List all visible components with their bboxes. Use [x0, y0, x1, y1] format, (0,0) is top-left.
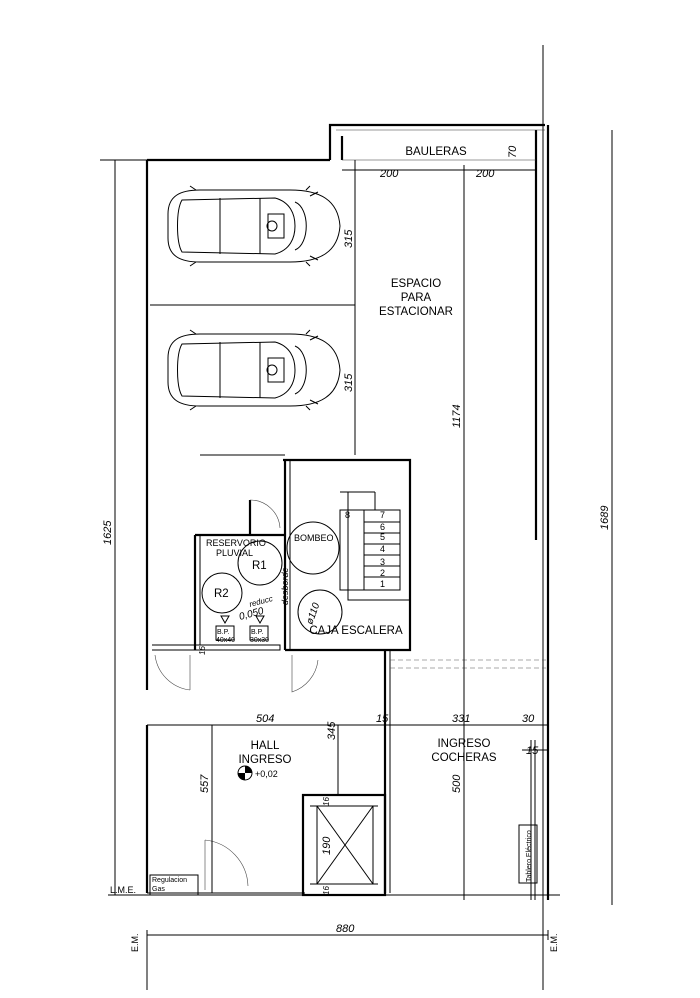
dim-elevator: 190 [321, 836, 333, 855]
level-marker-icon [238, 766, 252, 780]
hall-label-2: INGRESO [238, 754, 292, 766]
dim-elev-top: 16 [322, 797, 331, 806]
dim-30: 30 [522, 713, 535, 725]
espacio-label-1: ESPACIO [390, 278, 442, 290]
hall-label-1: HALL [250, 740, 280, 752]
dim-cochera-depth: 500 [451, 774, 463, 793]
stair-step-8: 8 [345, 510, 351, 520]
dim-parking-1: 315 [343, 229, 355, 248]
stair-step-2: 2 [380, 568, 386, 578]
bombeo-label: BOMBEO [294, 533, 334, 543]
dim-overall-width: 880 [336, 923, 355, 935]
ingreso-label-1: INGRESO [437, 738, 491, 750]
dim-parking-2: 315 [343, 373, 355, 392]
stair-step-5: 5 [380, 532, 386, 542]
dim-bauleras-depth: 70 [507, 145, 519, 158]
bp-a-size: 40x40 [216, 637, 236, 644]
dim-bauleras-w2: 200 [476, 168, 495, 180]
dim-left-depth: 1625 [102, 520, 114, 545]
dim-elev-bot: 16 [322, 886, 331, 895]
stair-step-6: 6 [380, 522, 386, 532]
core-walls [152, 455, 410, 650]
caja-escalera-label: CAJA ESCALERA [309, 625, 403, 637]
stair-step-4: 4 [380, 544, 386, 554]
ingreso-label-2: COCHERAS [431, 752, 497, 764]
em-right-label: E.M. [549, 933, 559, 952]
stair-step-3: 3 [380, 557, 386, 567]
bp-b-label: B.P. [251, 629, 264, 636]
lme-label: L.M.E. [110, 885, 137, 895]
desborde-note: desborde [280, 567, 290, 605]
bp-a-label: B.P. [217, 629, 230, 636]
dim-15b: 15 [526, 745, 539, 757]
door-swings [155, 500, 318, 890]
elevator [303, 795, 385, 895]
dim-door-16: 16 [198, 646, 207, 655]
level-label: +0,02 [255, 769, 278, 779]
dim-hall-width: 504 [256, 713, 275, 725]
dim-345: 345 [326, 721, 338, 740]
dim-bauleras-w1: 200 [380, 168, 399, 180]
parking-dividers [150, 170, 355, 455]
r1-label: R1 [252, 560, 267, 572]
car-icon [168, 186, 340, 266]
reduccion-note: reducc [248, 594, 274, 609]
regulacion-label-2: Gas [152, 886, 165, 893]
dim-15a: 15 [376, 713, 389, 725]
stair-step-7: 7 [380, 510, 386, 520]
dim-331: 331 [452, 713, 471, 725]
column-diameter: ø110 [304, 601, 323, 627]
bombeo-tank [287, 522, 339, 574]
reservorio-label-1: RESERVORIO [206, 538, 266, 548]
reduccion-diameter: 0,050 [237, 605, 265, 623]
stair-step-1: 1 [380, 579, 386, 589]
bauleras-label: BAULERAS [405, 146, 467, 158]
car-icon [168, 330, 340, 410]
espacio-label-3: ESTACIONAR [379, 306, 453, 318]
dim-overall-depth: 1689 [599, 505, 611, 530]
stair-flight [340, 492, 410, 600]
r2-label: R2 [214, 588, 229, 600]
tablero-label: Tablero Eléctrico [526, 830, 533, 882]
em-left-label: E.M. [130, 933, 140, 952]
bp-b-size: 30x30 [250, 637, 270, 644]
reservorio-label-2: PLUVIAL [216, 548, 254, 558]
dim-parking-total: 1174 [451, 404, 463, 428]
dim-hall-depth: 557 [199, 774, 211, 793]
espacio-label-2: PARA [400, 292, 432, 304]
regulacion-label-1: Regulacion [152, 877, 188, 884]
